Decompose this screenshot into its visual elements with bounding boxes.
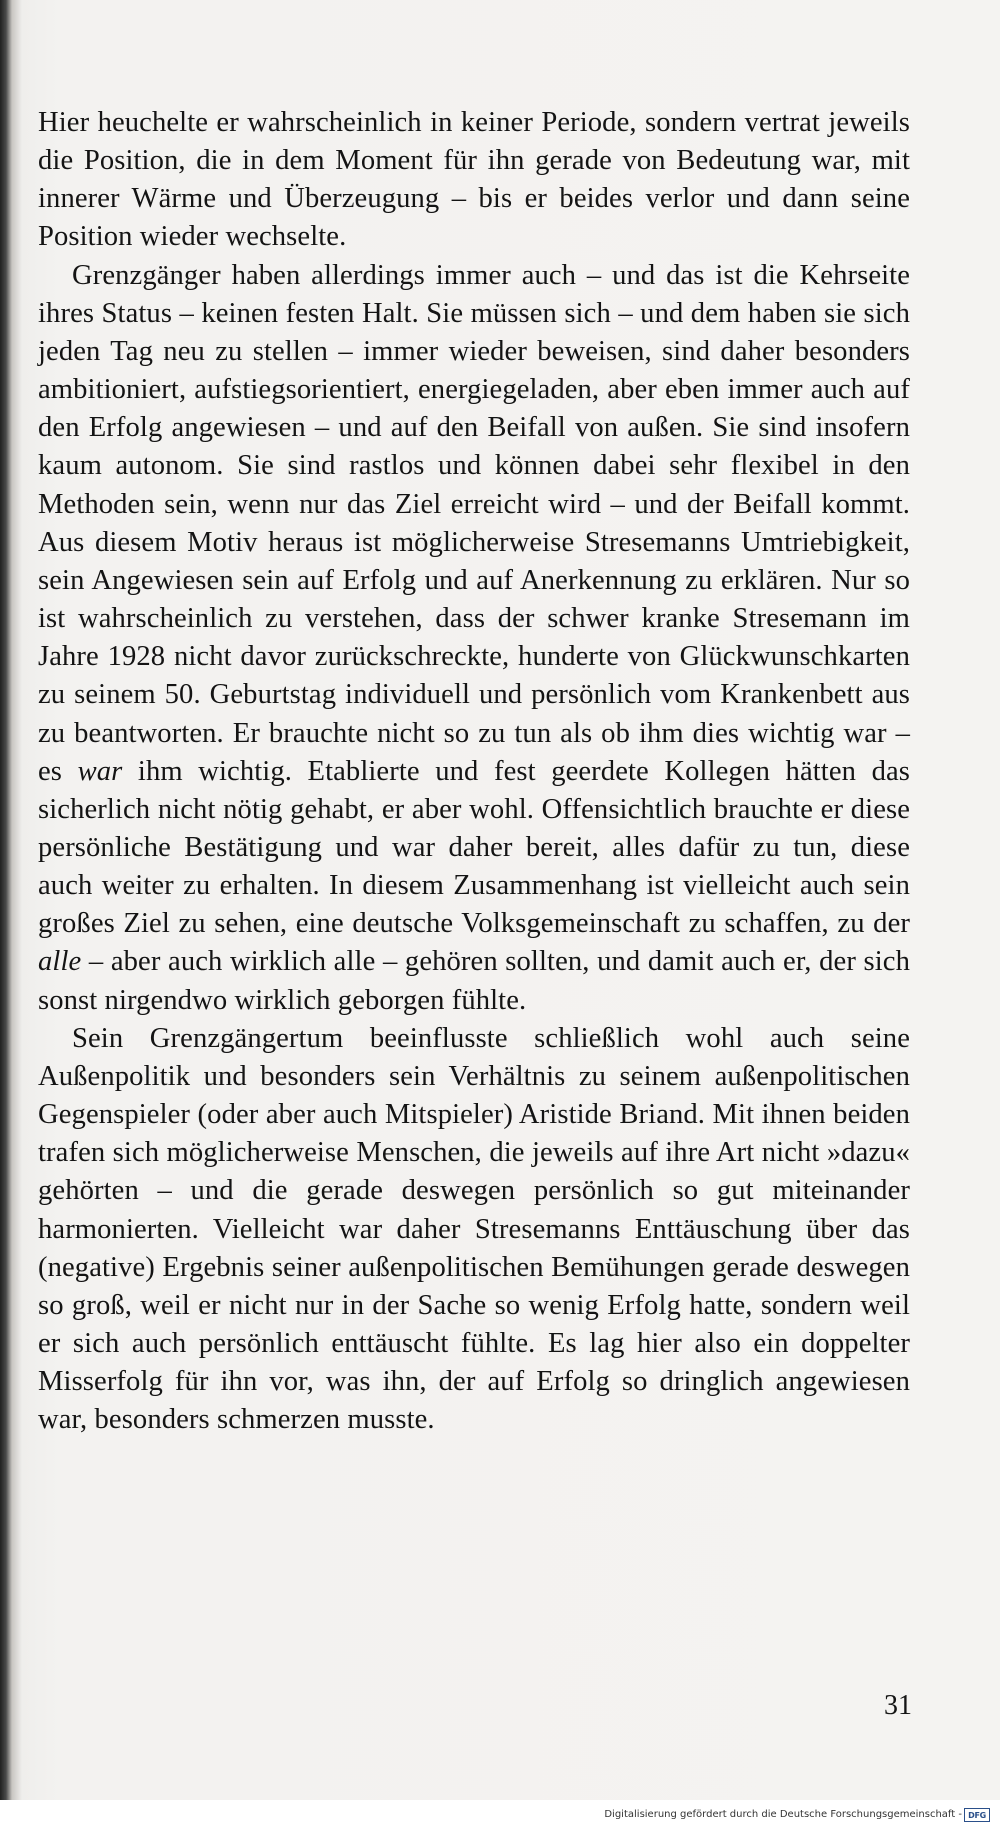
paragraph-1: Hier heuchelte er wahrscheinlich in keiner Periode, sondern vertrat jeweils die Position, die in dem Moment für ihn gerade von Bedeutung war, mit innerer Wärme und Überzeugung – bis er beides verlor und dann seine Position wieder wechselte. <box>38 107 910 253</box>
paragraph-2-text-part-2: ihm wichtig. Etablierte und fest geerdete Kollegen hätten das sicherlich nicht nötig gehabt, er aber wohl. Offensichtlich brauchte er diese persönliche Bestätigung und war daher bereit, alles dafür zu tun, diese auch weiter zu erhalten. In diesem Zusammenhang ist vielleicht auch sein großes Ziel zu sehen, eine deutsche Volksgemeinschaft zu schaffen, zu der <box>38 755 910 940</box>
funding-credit: Digitalisierung gefördert durch die Deutsche Forschungsgemeinschaft - <box>604 1809 962 1820</box>
page-number: 31 <box>884 1690 912 1721</box>
emphasis-war: war <box>77 755 123 787</box>
paragraph-2-text-part-1: Grenzgänger haben allerdings immer auch – und das ist die Kehrseite ihres Status – keinen festen Halt. Sie müssen sich – und dem haben sie sich jeden Tag neu zu stellen – immer wieder beweisen, sind daher besonders ambitioniert, aufstiegsorientiert, energiegeladen, aber eben immer auch auf den Erfolg angewiesen – und auf den Beifall von außen. Sie sind insofern kaum autonom. Sie sind rastlos und können dabei sehr flexibel in den Methoden sein, wenn nur das Ziel erreicht wird – und der Beifall kommt. Aus diesem Motiv heraus ist möglicherweise Stresemanns Umtriebigkeit, sein Angewiesen sein auf Erfolg und auf Anerkennung zu erklären. Nur so ist wahrscheinlich zu verstehen, dass der schwer kranke Stresemann im Jahre 1928 nicht davor zurückschreckte, hunderte von Glückwunschkarten zu seinem 50. Geburtstag individuell und persönlich vom Krankenbett aus zu beantworten. Er brauchte nicht so zu tun als ob ihm dies wichtig war – es <box>38 259 910 787</box>
paragraph-2-text-part-3: – aber auch wirklich alle – gehören sollten, und damit auch er, der sich sonst nirgendwo wirklich geborgen fühlte. <box>38 946 910 1016</box>
digitization-footer <box>0 1800 1000 1828</box>
paragraph-2 <box>38 257 910 1020</box>
body-text <box>38 104 910 1439</box>
paragraph-3: Sein Grenzgängertum beeinflusste schließlich wohl auch seine Außenpolitik und besonders sein Verhältnis zu seinem außenpolitischen Gegenspieler (oder aber auch Mitspieler) Aristide Briand. Mit ihnen beiden trafen sich möglicherweise Menschen, die jeweils auf ihre Art nicht »dazu« gehörten – und die gerade deswegen persönlich so gut miteinander harmonierten. Vielleicht war daher Stresemanns Enttäuschung über das (negative) Ergebnis seiner außenpolitischen Bemühungen gerade deswegen so groß, weil er nicht nur in der Sache so wenig Erfolg hatte, sondern weil er sich auch persönlich enttäuscht fühlte. Es lag hier also ein doppelter Misserfolg für ihn vor, was ihn, der auf Erfolg so dringlich angewiesen war, besonders schmerzen musste. <box>38 1022 910 1436</box>
emphasis-alle: alle <box>38 946 82 978</box>
dfg-logo-icon: DFG <box>964 1808 990 1822</box>
